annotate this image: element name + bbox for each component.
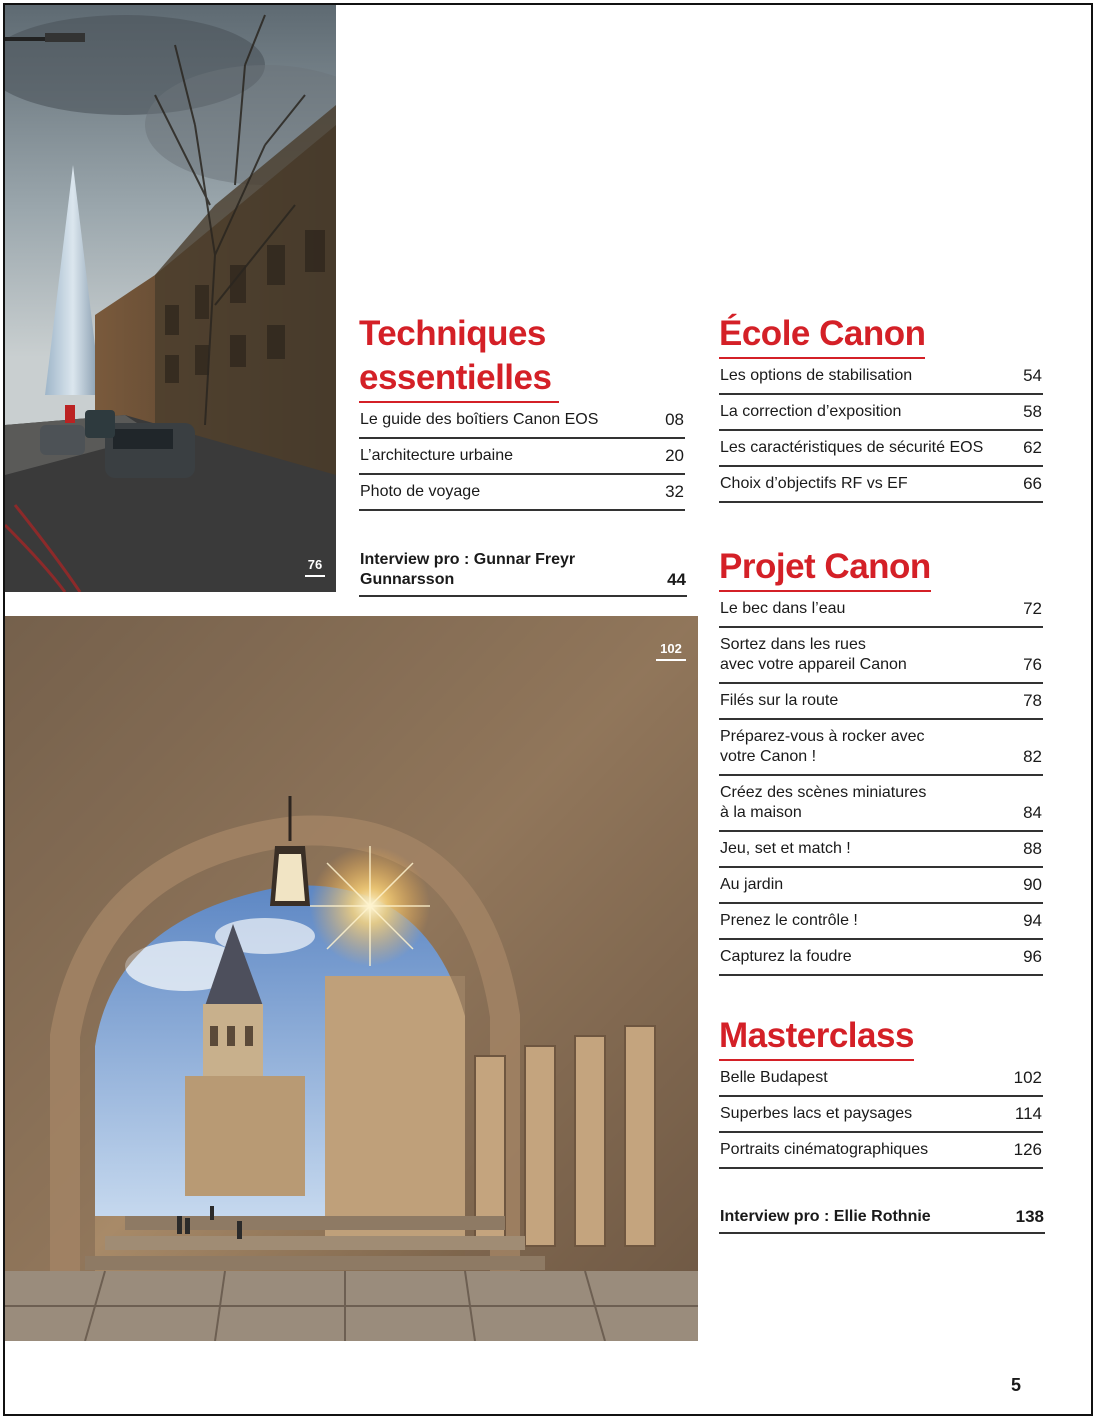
toc-item[interactable] — [719, 832, 1043, 868]
item-page: 58 — [1023, 402, 1042, 421]
item-page: 08 — [665, 410, 684, 429]
item-page: 102 — [1013, 1068, 1042, 1087]
page-ref-badge: 76 — [305, 557, 325, 577]
item-title: Préparez-vous à rocker avec votre Canon ! — [720, 728, 925, 765]
item-title: Prenez le contrôle ! — [720, 912, 858, 929]
item-page: 72 — [1023, 599, 1042, 618]
toc-list — [719, 1061, 1043, 1169]
toc-item[interactable] — [359, 439, 685, 475]
item-page: 82 — [1023, 747, 1042, 766]
item-title: Sortez dans les rues avec votre appareil Canon — [720, 636, 907, 673]
item-page: 88 — [1023, 839, 1042, 858]
item-page: 94 — [1023, 911, 1042, 930]
item-title: Jeu, set et match ! — [720, 840, 851, 857]
title-line: essentielles — [359, 358, 552, 397]
item-page: 44 — [667, 570, 686, 589]
section-ecole-canon — [719, 312, 1043, 503]
item-title: Filés sur la route — [720, 692, 839, 709]
item-title: Choix d’objectifs RF vs EF — [720, 475, 908, 492]
item-page: 62 — [1023, 438, 1042, 457]
toc-item[interactable] — [719, 1097, 1043, 1133]
item-page: 90 — [1023, 875, 1042, 894]
section-title: École Canon — [719, 312, 925, 359]
page-ref-badge: 102 — [656, 641, 686, 661]
item-title: Créez des scènes miniatures à la maison — [720, 784, 927, 821]
section-title — [359, 312, 559, 403]
toc-list — [359, 403, 685, 511]
item-title: Superbes lacs et paysages — [720, 1105, 913, 1122]
item-title: Interview pro : Gunnar Freyr Gunnarsson — [360, 551, 576, 588]
toc-item[interactable] — [719, 1061, 1043, 1097]
item-title: Le bec dans l’eau — [720, 600, 846, 617]
item-title: L’architecture urbaine — [360, 447, 513, 464]
toc-item[interactable] — [719, 720, 1043, 776]
toc-item[interactable] — [719, 395, 1043, 431]
section-title: Projet Canon — [719, 545, 931, 592]
item-title: Photo de voyage — [360, 483, 481, 500]
toc-item[interactable] — [359, 475, 685, 511]
item-title: Au jardin — [720, 876, 784, 893]
item-title: La correction d’exposition — [720, 403, 902, 420]
item-title: Portraits cinématographiques — [720, 1141, 929, 1158]
item-title: Les caractéristiques de sécurité EOS — [720, 439, 984, 456]
toc-item[interactable] — [719, 467, 1043, 503]
item-page: 20 — [665, 446, 684, 465]
item-page: 66 — [1023, 474, 1042, 493]
toc-item[interactable] — [719, 904, 1043, 940]
city-street-photo — [5, 5, 336, 592]
section-title: Masterclass — [719, 1014, 914, 1061]
item-page: 76 — [1023, 655, 1042, 674]
item-page: 32 — [665, 482, 684, 501]
section-projet-canon — [719, 545, 1043, 976]
toc-item[interactable] — [719, 868, 1043, 904]
toc-item[interactable] — [719, 431, 1043, 467]
budapest-arch-photo — [5, 616, 698, 1341]
item-page: 138 — [1015, 1207, 1044, 1226]
title-line: Techniques — [359, 314, 546, 353]
section-techniques — [359, 312, 685, 511]
toc-item[interactable] — [719, 592, 1043, 628]
page-number: 5 — [1011, 1375, 1022, 1395]
item-page: 54 — [1023, 366, 1042, 385]
section-masterclass — [719, 1014, 1043, 1169]
toc-item[interactable] — [719, 359, 1043, 395]
item-title: Interview pro : Ellie Rothnie — [720, 1208, 931, 1225]
toc-item[interactable] — [719, 940, 1043, 976]
toc-item[interactable] — [719, 1133, 1043, 1169]
toc-item[interactable] — [719, 628, 1043, 684]
item-page: 114 — [1014, 1104, 1042, 1123]
toc-item[interactable] — [719, 684, 1043, 720]
toc-interview-rothnie[interactable] — [719, 1207, 1045, 1234]
item-page: 96 — [1023, 947, 1042, 966]
item-title: Les options de stabilisation — [720, 367, 913, 384]
item-title: Belle Budapest — [720, 1069, 828, 1086]
toc-interview-gunnarsson[interactable] — [359, 550, 687, 597]
item-page: 84 — [1023, 803, 1042, 822]
item-page: 126 — [1013, 1140, 1042, 1159]
toc-item[interactable] — [719, 776, 1043, 832]
toc-item[interactable] — [359, 403, 685, 439]
toc-list — [719, 592, 1043, 976]
item-title: Capturez la foudre — [720, 948, 852, 965]
toc-list — [719, 359, 1043, 503]
item-title: Le guide des boîtiers Canon EOS — [360, 411, 599, 428]
item-page: 78 — [1023, 691, 1042, 710]
